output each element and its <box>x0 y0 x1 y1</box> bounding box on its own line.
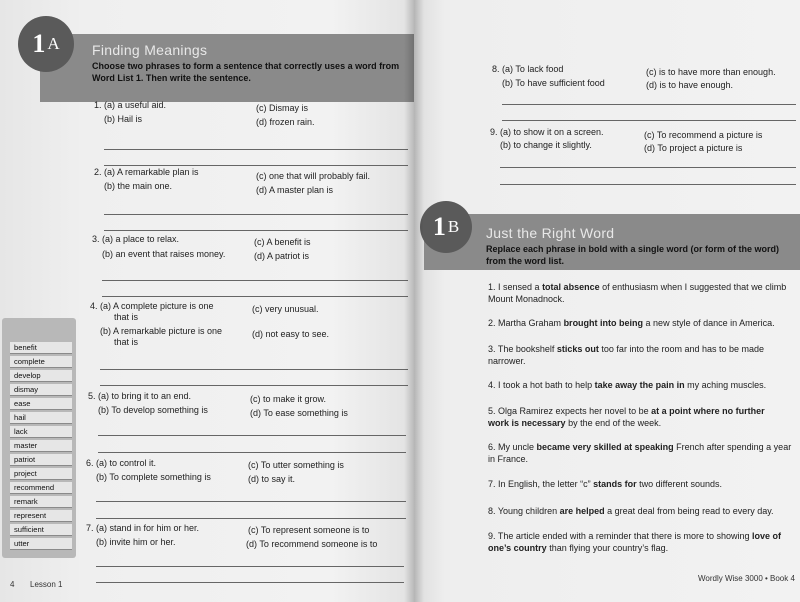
sentence-6: 6. My uncle became very skilled at speaking French after spending a year in France. <box>488 442 792 464</box>
word-list-item: recommend <box>10 482 72 494</box>
option-c: (c) to make it grow. <box>250 394 327 404</box>
option-c: (c) To utter something is <box>248 460 344 470</box>
badge-number: 1 <box>32 29 46 58</box>
badge-letter: A <box>47 34 60 53</box>
sentence-3: 3. The bookshelf sticks out too far into the room and has to be made narrower. <box>488 344 765 366</box>
option-b: (b) To develop something is <box>98 405 208 415</box>
question-number: 3. <box>92 234 100 244</box>
option-a: (a) To lack food <box>502 64 564 74</box>
option-b: (b) A remarkable picture is one <box>100 326 223 336</box>
option-d: (d) frozen rain. <box>256 117 315 127</box>
option-c: (c) To recommend a picture is <box>644 130 763 140</box>
answer-line[interactable] <box>96 501 406 502</box>
question-4 <box>90 301 98 312</box>
section-1b-title: Just the Right Word <box>486 225 615 241</box>
answer-line[interactable] <box>500 184 796 185</box>
option-a: (a) A complete picture is one <box>100 301 214 311</box>
badge-letter: B <box>447 217 460 236</box>
question-6 <box>86 458 94 469</box>
word-list-item: hail <box>10 412 72 424</box>
question-number: 2. <box>94 167 102 177</box>
word-list-item: represent <box>10 510 72 522</box>
word-list-item: patriot <box>10 454 72 466</box>
option-c: (c) very unusual. <box>252 304 319 314</box>
option-a: (a) to bring it to an end. <box>98 391 192 401</box>
option-a-cont: that is <box>114 312 139 322</box>
word-list-item: master <box>10 440 72 452</box>
option-b: (b) invite him or her. <box>96 537 176 547</box>
option-d: (d) To project a picture is <box>644 143 743 153</box>
question-9 <box>490 127 498 138</box>
option-c: (c) A benefit is <box>254 237 311 247</box>
word-list-item: lack <box>10 426 72 438</box>
word-list-panel <box>2 318 76 558</box>
option-b: (b) the main one. <box>104 181 173 191</box>
answer-line[interactable] <box>98 435 406 436</box>
option-d: (d) A master plan is <box>256 185 334 195</box>
section-1a-badge <box>18 16 74 72</box>
option-a: (a) stand in for him or her. <box>96 523 200 533</box>
question-number: 6. <box>86 458 94 468</box>
badge-number: 1 <box>432 212 446 241</box>
answer-line[interactable] <box>96 566 404 567</box>
answer-line[interactable] <box>104 214 408 215</box>
answer-line[interactable] <box>500 167 796 168</box>
word-list-item: develop <box>10 370 72 382</box>
section-1b-badge <box>420 201 472 253</box>
section-1a-instructions: Choose two phrases to form a sentence that correctly uses a word from Word List 1. Then write the sentence. <box>92 61 400 83</box>
answer-line[interactable] <box>104 149 408 150</box>
option-d: (d) A patriot is <box>254 251 310 261</box>
sentence-1: 1. I sensed a total absence of enthusiasm when I suggested that we climb Mount Monadnock. <box>488 282 787 304</box>
section-1b-instructions: Replace each phrase in bold with a single word (or form of the word) from the word list. <box>486 244 780 266</box>
option-a: (a) to show it on a screen. <box>500 127 604 137</box>
option-c: (c) one that will probably fail. <box>256 171 371 181</box>
option-b: (b) Hail is <box>104 114 143 124</box>
sentence-2: 2. Martha Graham brought into being a new style of dance in America. <box>488 318 775 328</box>
option-c: (c) To represent someone is to <box>248 525 370 535</box>
question-7 <box>86 523 94 534</box>
option-b: (b) To have sufficient food <box>502 78 605 88</box>
option-b: (b) an event that raises money. <box>102 249 226 259</box>
option-d: (d) is to have enough. <box>646 80 734 90</box>
book-gutter <box>404 0 424 602</box>
sentence-9: 9. The article ended with a reminder that there is more to showing love of one’s country than flying your country’s flag. <box>488 531 782 553</box>
question-number: 4. <box>90 301 98 311</box>
word-list-item: benefit <box>10 342 72 354</box>
right-page <box>414 0 800 602</box>
word-list-item: utter <box>10 538 72 550</box>
option-b-cont: that is <box>114 337 139 347</box>
sentence-5: 5. Olga Ramirez expects her novel to be at a point where no further work is necessary by the end of the week. <box>488 406 765 428</box>
question-8 <box>492 64 500 75</box>
answer-line[interactable] <box>502 104 796 105</box>
option-d: (d) to say it. <box>248 474 296 484</box>
question-number: 9. <box>490 127 498 137</box>
answer-line[interactable] <box>502 120 796 121</box>
option-a: (a) a place to relax. <box>102 234 180 244</box>
answer-line[interactable] <box>102 280 408 281</box>
option-d: (d) To recommend someone is to <box>246 539 378 549</box>
answer-line[interactable] <box>96 582 404 583</box>
option-d: (d) To ease something is <box>250 408 348 418</box>
answer-line[interactable] <box>100 369 408 370</box>
question-number: 1. <box>94 100 102 110</box>
option-b: (b) to change it slightly. <box>500 140 592 150</box>
question-number: 5. <box>88 391 96 401</box>
answer-line[interactable] <box>104 165 408 166</box>
word-list-item: complete <box>10 356 72 368</box>
word-list-item: dismay <box>10 384 72 396</box>
option-c: (c) Dismay is <box>256 103 308 113</box>
option-a: (a) to control it. <box>96 458 157 468</box>
footer-page-number: 4 <box>10 580 15 589</box>
section-1a-title: Finding Meanings <box>92 42 208 58</box>
sentence-8: 8. Young children are helped a great deal from being read to every day. <box>488 506 774 516</box>
question-5 <box>88 391 96 402</box>
question-number: 7. <box>86 523 94 533</box>
footer-book-title: Wordly Wise 3000 • Book 4 <box>698 574 795 583</box>
option-a: (a) A remarkable plan is <box>104 167 199 177</box>
option-c: (c) is to have more than enough. <box>646 67 776 77</box>
word-list-item: ease <box>10 398 72 410</box>
answer-line[interactable] <box>102 296 408 297</box>
answer-line[interactable] <box>104 230 408 231</box>
answer-line[interactable] <box>96 518 406 519</box>
question-number: 8. <box>492 64 500 74</box>
answer-line[interactable] <box>98 452 406 453</box>
sentence-4: 4. I took a hot bath to help take away the pain in my aching muscles. <box>488 380 767 390</box>
sentence-7: 7. In English, the letter “c” stands for two different sounds. <box>488 479 722 489</box>
word-list-item: remark <box>10 496 72 508</box>
word-list-item: project <box>10 468 72 480</box>
answer-line[interactable] <box>100 385 408 386</box>
question-2 <box>94 167 102 178</box>
option-d: (d) not easy to see. <box>252 329 330 339</box>
option-b: (b) To complete something is <box>96 472 211 482</box>
question-3 <box>92 234 100 245</box>
footer-lesson: Lesson 1 <box>30 580 63 589</box>
option-a: (a) a useful aid. <box>104 100 167 110</box>
question-1 <box>94 100 102 111</box>
word-list-item: sufficient <box>10 524 72 536</box>
